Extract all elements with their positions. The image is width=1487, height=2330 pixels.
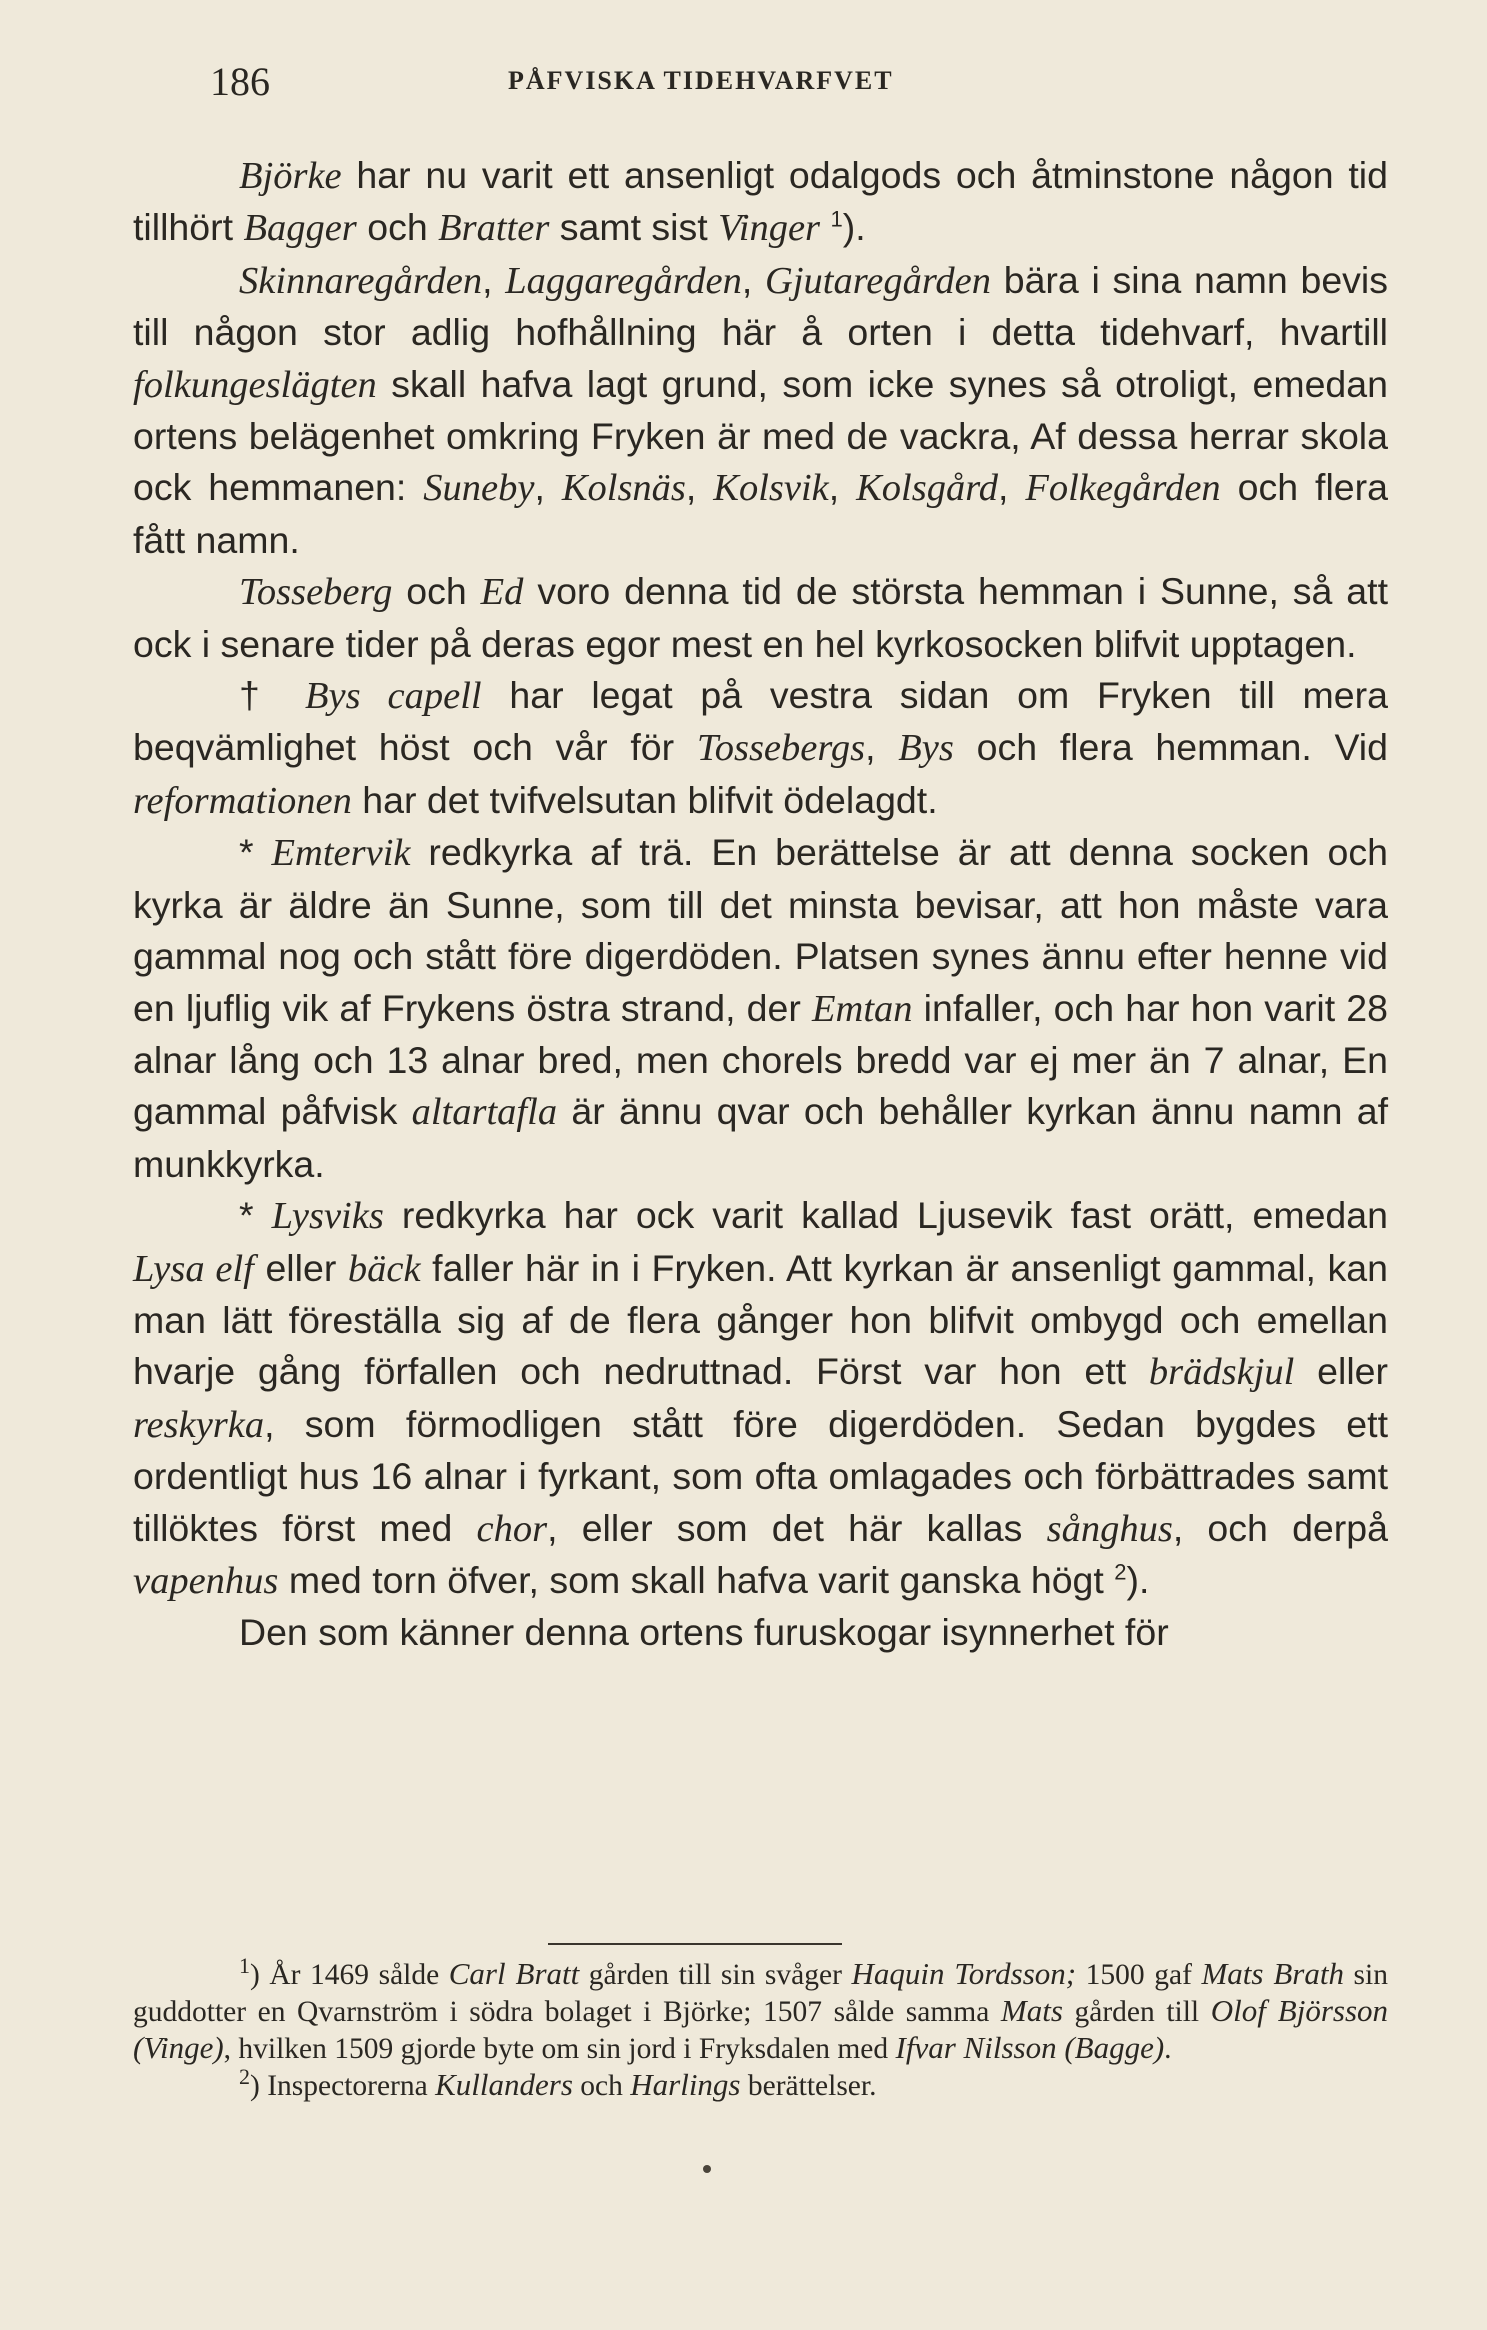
italic-term: Mats Brath (1201, 1956, 1344, 1991)
paragraph (133, 566, 1388, 670)
italic-term: Carl Bratt (448, 1956, 580, 1991)
footnote-divider (548, 1943, 842, 1945)
italic-term: folkungeslägten (133, 363, 377, 406)
text-run: ). (1126, 1558, 1150, 1601)
text-run: redkyrka har ock varit kallad Ljusevik fast orätt, emedan (383, 1194, 1388, 1237)
text-run: ) År 1469 sålde (250, 1959, 449, 1991)
italic-term: Lysviks (271, 1195, 384, 1238)
italic-term: Björke (239, 155, 342, 197)
text-run: . (1164, 2033, 1172, 2065)
italic-term: Tosseberg (239, 571, 393, 614)
italic-term: Bys (898, 727, 954, 770)
text-run: gården till sin svåger (579, 1959, 852, 1991)
italic-term: Mats (1000, 1993, 1063, 2028)
italic-term: Skinnaregården (239, 259, 483, 302)
footnote-marker: 2 (239, 2064, 250, 2090)
running-title: PÅFVISKA TIDEHVARFVET (508, 66, 894, 95)
text-run: , (685, 466, 714, 509)
italic-term: reskyrka (133, 1403, 265, 1446)
italic-term: Kolsnäs (561, 467, 686, 510)
italic-term: Olof Björsson (Vinge) (133, 1993, 1389, 2065)
italic-term: sånghus (1046, 1507, 1173, 1550)
text-run: † (239, 674, 305, 717)
footnote-marker: 1 (830, 206, 843, 232)
italic-term: Lysa elf (133, 1247, 254, 1290)
text-run: samt sist (549, 206, 719, 249)
italic-term: Ed (480, 571, 524, 614)
italic-term: reformationen (133, 779, 352, 822)
text-run: ) Inspectorerna (250, 2070, 436, 2102)
text-run: skall hafva lagt grund, som icke synes så otroligt, emedan ortens belägenhet omkring Fryken är med de vackra, Af dessa herrar skola ock hemmanen: (133, 362, 1388, 509)
italic-term: Kolsvik (713, 467, 829, 510)
text-run: * (239, 831, 272, 874)
italic-term: vapenhus (133, 1559, 279, 1602)
text-run: och (356, 206, 439, 249)
italic-term: Bratter (438, 207, 550, 250)
italic-term: Ifvar Nilsson (Bagge) (895, 2030, 1165, 2065)
footnote-marker: 1 (239, 1953, 250, 1979)
italic-term: Harlings (630, 2067, 741, 2102)
footnotes (133, 1953, 1389, 2104)
page-header (210, 58, 1380, 108)
text-run: berättelser. (740, 2070, 877, 2102)
text-run: , (998, 466, 1026, 509)
footnote (133, 1953, 1389, 2067)
text-run: har legat på vestra sidan om Fryken till mera beqvämlighet höst och vår för (133, 674, 1388, 769)
italic-term: brädskjul (1148, 1351, 1295, 1394)
text-run: , hvilken 1509 gjorde byte om sin jord i Fryksdalen med (223, 2033, 896, 2065)
italic-term: Bagger (243, 207, 357, 250)
italic-term: Suneby (423, 467, 535, 510)
text-run: , eller som det här kallas (547, 1506, 1047, 1549)
italic-term: Laggaregården (505, 259, 742, 302)
text-run: , som förmodligen stått före digerdöden. Sedan bygdes ett ordentligt hus 16 alnar i fyrkant, som ofta omlagades och förbättrades samt tillöktes först med (133, 1402, 1388, 1549)
italic-term: Emtan (812, 987, 913, 1030)
italic-term: Emtervik (271, 832, 411, 875)
paragraph (133, 150, 1388, 255)
main-text (133, 150, 1388, 1659)
text-run: , (741, 258, 766, 301)
ink-dot (703, 2165, 711, 2173)
text-run: , (534, 466, 562, 509)
text-run: och flera fått namn. (133, 466, 1388, 561)
paragraph (133, 827, 1388, 1190)
italic-term: Haquin Tordsson; (851, 1956, 1077, 1991)
text-run: Den som känner denna ortens furuskogar isynnerhet för (239, 1611, 1169, 1654)
paragraph (133, 1190, 1388, 1607)
text-run: , (865, 726, 899, 769)
text-run: 1500 gaf (1076, 1959, 1202, 1991)
italic-term: bäck (347, 1247, 421, 1290)
text-run: , (482, 258, 506, 301)
text-run: infaller, och har hon varit 28 alnar lång och 13 alnar bred, men chorels bredd var ej mer än 7 alnar, En gammal påfvisk (133, 986, 1388, 1133)
text-run: bära i sina namn bevis till någon stor adlig hofhållning här å orten i detta tidehvarf, hvartill (133, 258, 1389, 354)
italic-term: Kolsgård (856, 467, 999, 510)
italic-term: chor (476, 1507, 548, 1550)
italic-term: Gjutaregården (765, 259, 992, 302)
text-run: med torn öfver, som skall hafva varit ganska högt (278, 1558, 1115, 1601)
text-run: har nu varit ett ansenligt odalgods och åtminstone någon tid tillhört (133, 154, 1388, 249)
footnote-marker: 2 (1114, 1559, 1127, 1585)
italic-term: Vinger (718, 207, 821, 250)
text-run: eller (1294, 1350, 1388, 1393)
italic-term: altartafla (411, 1091, 558, 1134)
text-run: , (828, 466, 857, 509)
text-run: ). (842, 206, 866, 249)
text-run: , och derpå (1172, 1506, 1388, 1549)
text-run: eller (253, 1246, 348, 1289)
text-run: * (239, 1194, 272, 1237)
italic-term: Kullanders (435, 2067, 573, 2102)
text-run: är ännu qvar och behåller kyrkan ännu namn af munkkyrka. (133, 1090, 1388, 1185)
text-run: och (392, 570, 481, 613)
text-run: har det tvifvelsutan blifvit ödelagdt. (351, 778, 938, 821)
text-run: och (572, 2070, 631, 2102)
paragraph (133, 255, 1388, 566)
page-number: 186 (210, 59, 270, 104)
text-run: faller här in i Fryken. Att kyrkan är ansenligt gammal, kan man lätt föreställa sig af de flera gånger hon blifvit ombygd och emellan hvarje gång förfallen och nedruttnad. Först var hon ett (133, 1246, 1388, 1393)
italic-term: Folkegården (1025, 467, 1221, 510)
text-run (820, 206, 830, 248)
italic-term: Tossebergs (696, 727, 866, 770)
text-run: redkyrka af trä. En berättelse är att denna socken och kyrka är äldre än Sunne, som till det minsta bevisar, att hon måste vara gammal nog och stått före digerdöden. Platsen synes ännu efter henne vid en ljuflig vik af Frykens östra strand, der (133, 831, 1388, 1029)
footnote (133, 2064, 1388, 2104)
text-run: gården till (1062, 1996, 1211, 2028)
italic-term: Bys capell (304, 675, 482, 718)
text-run: och flera hemman. Vid (953, 726, 1388, 769)
text-run: voro denna tid de största hemman i Sunne, så att ock i senare tider på deras egor mest en hel kyrkosocken blifvit upptagen. (133, 570, 1388, 665)
paragraph (133, 670, 1388, 827)
text-run: sin guddotter en Qvarnström i södra bolaget i Björke; 1507 sålde samma (133, 1959, 1388, 2028)
paragraph (133, 1607, 1388, 1658)
